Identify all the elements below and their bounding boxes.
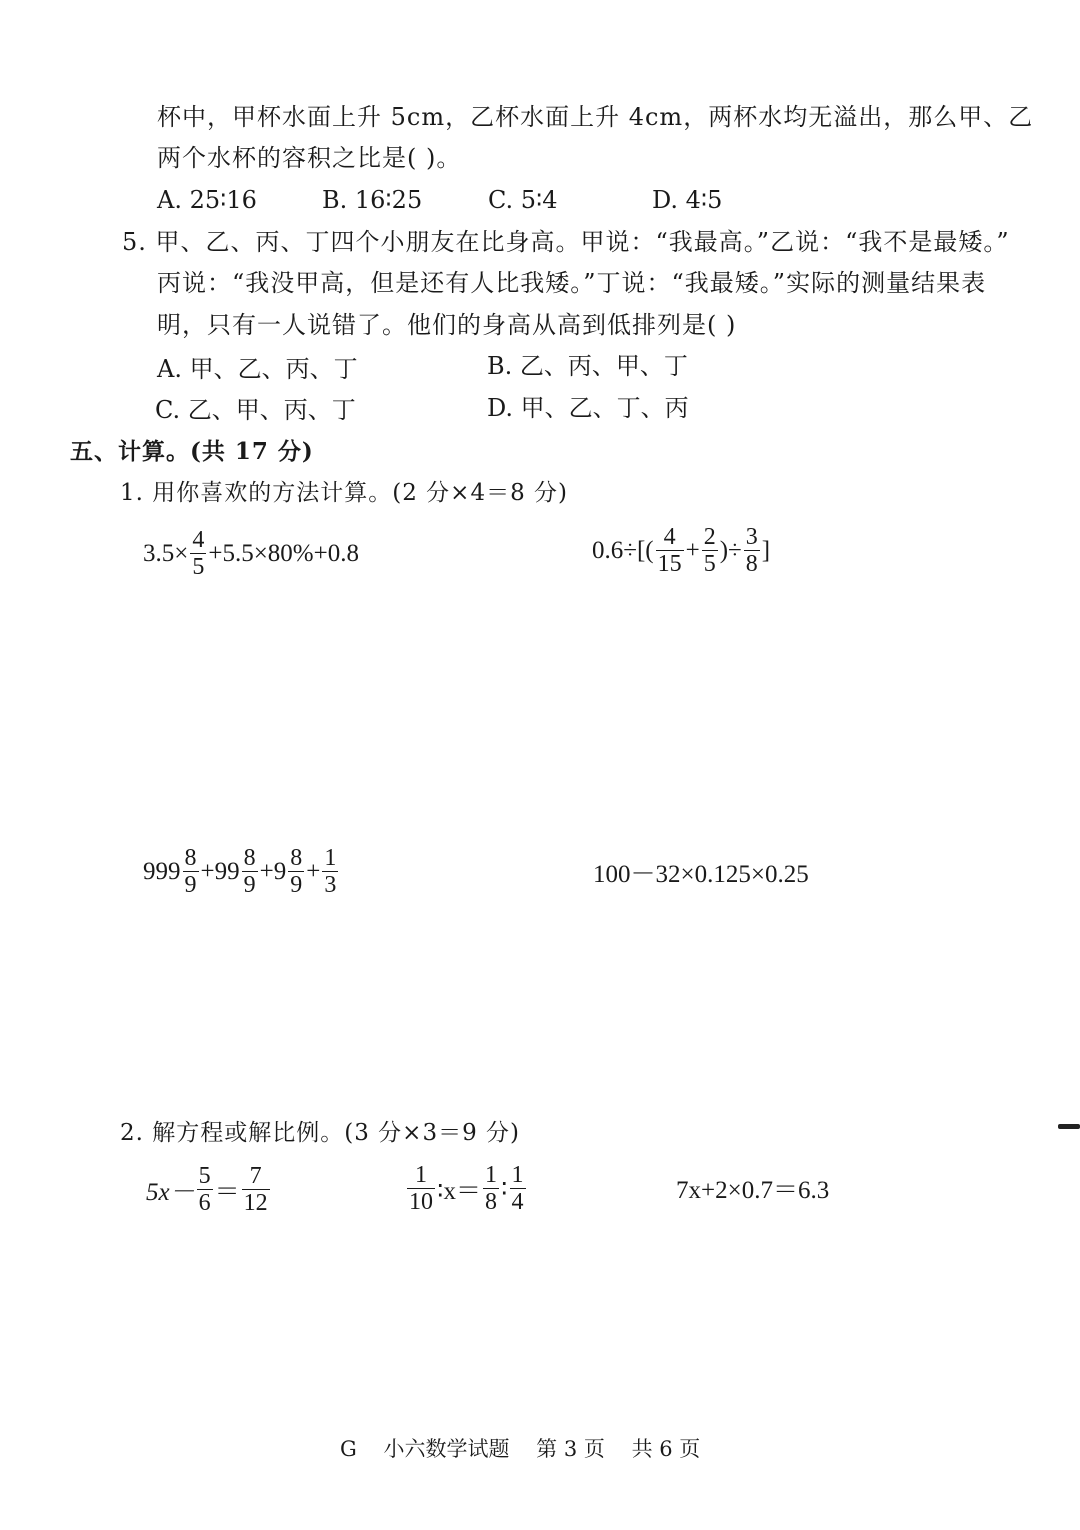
- expr3-plus-2: +9: [259, 857, 287, 885]
- fraction-numerator: 5: [198, 1163, 211, 1189]
- q5-option-b: B. 乙、丙、甲、丁: [487, 352, 688, 380]
- eq2-fraction-1: [407, 1162, 435, 1215]
- q4-line-2: 两个水杯的容积之比是( )。: [157, 144, 462, 172]
- expr3-fraction-2: [242, 845, 258, 898]
- fraction-denominator: 9: [243, 872, 256, 898]
- footer-page: 第 3 页: [536, 1437, 605, 1461]
- q4-option-a: A. 25∶16: [157, 186, 257, 214]
- fraction-denominator: 5: [192, 554, 205, 580]
- expr3-fraction-3: [288, 845, 304, 898]
- expr3-fraction-1: [183, 845, 199, 898]
- expr1-fraction: [190, 527, 206, 580]
- expression-2: [592, 524, 770, 577]
- fraction-numerator: 1: [324, 845, 337, 871]
- equation-2: [405, 1162, 528, 1215]
- fraction-denominator: 8: [485, 1189, 498, 1215]
- expr2-part-b: )÷: [719, 536, 742, 564]
- expression-4: 100－32×0.125×0.25: [593, 861, 809, 888]
- fraction-numerator: 1: [485, 1162, 498, 1188]
- fraction-denominator: 3: [324, 872, 337, 898]
- eq2-middle: ∶x＝: [437, 1177, 482, 1205]
- eq1-part-a: 5x－: [146, 1178, 195, 1206]
- footer-total: 共 6 页: [631, 1437, 701, 1461]
- expr2-fraction-2: [702, 524, 718, 577]
- q5-line-3: 明，只有一人说错了。他们的身高从高到低排列是( ): [157, 311, 737, 339]
- fraction-numerator: 8: [184, 845, 197, 871]
- fraction-numerator: 8: [243, 845, 256, 871]
- expr2-part-a: 0.6÷[(: [592, 536, 654, 564]
- eq1-fraction-1: [197, 1163, 213, 1216]
- fraction-denominator: 9: [290, 872, 303, 898]
- expr3-plus-1: +99: [200, 857, 240, 885]
- q4-option-d: D. 4∶5: [652, 186, 723, 214]
- fraction-denominator: 12: [243, 1190, 268, 1216]
- expr2-part-c: ]: [761, 536, 771, 564]
- q4-option-c: C. 5∶4: [488, 186, 558, 214]
- fraction-numerator: 7: [249, 1163, 262, 1189]
- fraction-numerator: 8: [290, 845, 303, 871]
- q5-line-2: 丙说：“我没甲高，但是还有人比我矮。”丁说：“我最矮。”实际的测量结果表: [157, 269, 987, 297]
- fraction-denominator: 4: [511, 1189, 524, 1215]
- expr1-part-a: 3.5×: [143, 539, 189, 567]
- edge-mark: [1058, 1124, 1080, 1129]
- fraction-denominator: 5: [703, 551, 716, 577]
- eq1-equals: ＝: [214, 1178, 240, 1206]
- expression-3: [143, 845, 340, 898]
- expr2-fraction-1: [656, 524, 684, 577]
- eq2-fraction-3: [510, 1162, 526, 1215]
- fraction-numerator: 1: [511, 1162, 524, 1188]
- eq2-fraction-2: [483, 1162, 499, 1215]
- q5-option-a: A. 甲、乙、丙、丁: [157, 355, 358, 383]
- expression-1: [143, 527, 359, 580]
- section-sub-2: 2. 解方程或解比例。(3 分×3＝9 分): [120, 1120, 520, 1146]
- expr2-fraction-3: [744, 524, 760, 577]
- q5-line-1: 5. 甲、乙、丙、丁四个小朋友在比身高。甲说：“我最高。”乙说：“我不是最矮。”: [122, 228, 1010, 256]
- fraction-numerator: 1: [415, 1162, 427, 1188]
- section-sub-1: 1. 用你喜欢的方法计算。(2 分×4＝8 分): [120, 480, 568, 506]
- fraction-denominator: 6: [198, 1190, 211, 1216]
- page-footer: [340, 1433, 720, 1463]
- expr2-plus: +: [685, 536, 700, 564]
- fraction-denominator: 15: [657, 551, 682, 577]
- q4-line-1: 杯中，甲杯水面上升 5cm，乙杯水面上升 4cm，两杯水均无溢出，那么甲、乙: [157, 103, 1034, 131]
- fraction-denominator: 9: [184, 872, 197, 898]
- equation-1: [146, 1163, 272, 1216]
- equation-3: 7x+2×0.7＝6.3: [676, 1177, 830, 1204]
- footer-code: G: [340, 1437, 357, 1461]
- section-title: 五、计算。(共 17 分): [70, 438, 314, 465]
- expr3-whole-1: 999: [143, 857, 181, 885]
- q5-option-c: C. 乙、甲、丙、丁: [155, 396, 356, 424]
- expr3-plus-3: +: [306, 857, 321, 885]
- q5-option-d: D. 甲、乙、丁、丙: [487, 394, 689, 422]
- fraction-numerator: 3: [745, 524, 758, 550]
- q4-option-b: B. 16∶25: [322, 186, 423, 214]
- eq1-fraction-2: [242, 1163, 270, 1216]
- eq2-colon: ∶: [501, 1175, 508, 1203]
- expr1-part-b: +5.5×80%+0.8: [208, 539, 359, 567]
- fraction-numerator: 4: [663, 524, 676, 550]
- fraction-denominator: 10: [409, 1189, 433, 1215]
- footer-title: 小六数学试题: [383, 1437, 510, 1461]
- fraction-numerator: 4: [192, 527, 205, 553]
- fraction-denominator: 8: [745, 551, 758, 577]
- fraction-numerator: 2: [703, 524, 716, 550]
- expr3-fraction-4: [322, 845, 338, 898]
